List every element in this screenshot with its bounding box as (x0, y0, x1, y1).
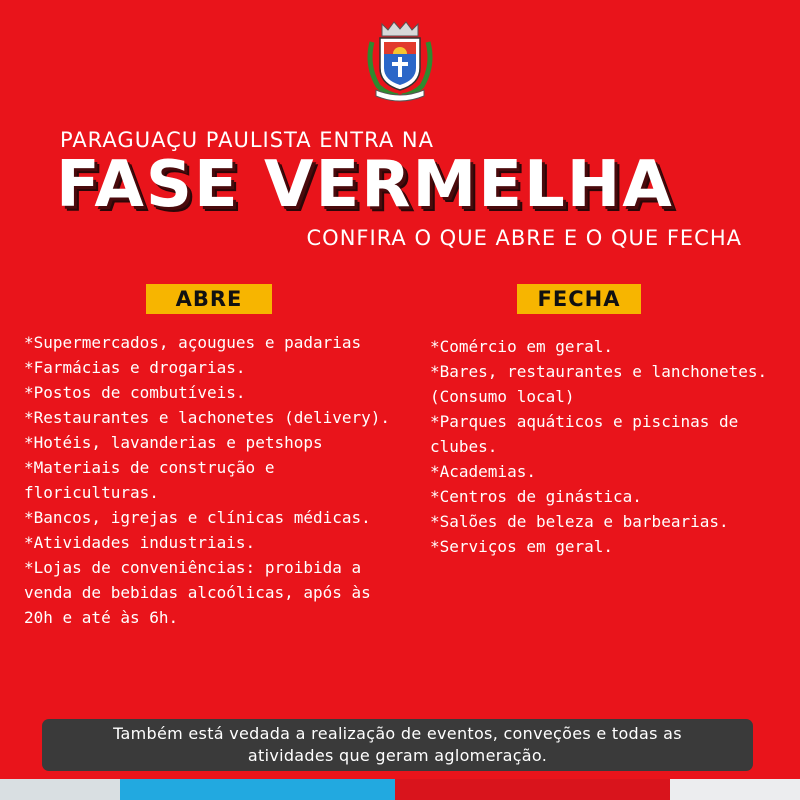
list-item: *Hotéis, lavanderias e petshops (24, 433, 323, 452)
color-strip-segment (120, 779, 395, 800)
list-item: *Postos de combutíveis. (24, 383, 246, 402)
footer-notice-box (42, 719, 753, 771)
pre-title: PARAGUAÇU PAULISTA ENTRA NA (60, 128, 434, 152)
color-strip-segment (395, 779, 670, 800)
list-item: *Farmácias e drogarias. (24, 358, 246, 377)
subtitle: CONFIRA O QUE ABRE E O QUE FECHA (306, 226, 742, 250)
list-item: *Supermercados, açougues e padarias (24, 333, 362, 352)
abre-label: ABRE (146, 284, 272, 314)
list-item: *Comércio em geral. (430, 337, 614, 356)
list-item: *Restaurantes e lachonetes (delivery). (24, 408, 391, 427)
list-item: *Bares, restaurantes e lanchonetes. (Consumo local) (430, 362, 768, 406)
list-item: *Centros de ginástica. (430, 487, 642, 506)
list-item: *Bancos, igrejas e clínicas médicas. (24, 508, 371, 527)
main-title: FASE VERMELHA (56, 148, 674, 222)
abre-list (24, 330, 404, 630)
fecha-label: FECHA (517, 284, 641, 314)
list-item: *Salões de beleza e barbearias. (430, 512, 729, 531)
list-item: *Serviços em geral. (430, 537, 614, 556)
fecha-list (430, 334, 785, 559)
list-item: *Materiais de construção e floriculturas. (24, 458, 275, 502)
list-item: *Parques aquáticos e piscinas de clubes. (430, 412, 739, 456)
color-strip-segment (0, 779, 120, 800)
list-item: *Lojas de conveniências: proibida a venda de bebidas alcoólicas, após às 20h e até às 6h. (24, 558, 371, 627)
city-crest-logo (364, 20, 436, 102)
footer-notice: Também está vedada a realização de eventos, conveções e todas as atividades que geram aglomeração. (113, 724, 682, 765)
list-item: *Academias. (430, 462, 536, 481)
color-strip-segment (670, 779, 800, 800)
list-item: *Atividades industriais. (24, 533, 256, 552)
